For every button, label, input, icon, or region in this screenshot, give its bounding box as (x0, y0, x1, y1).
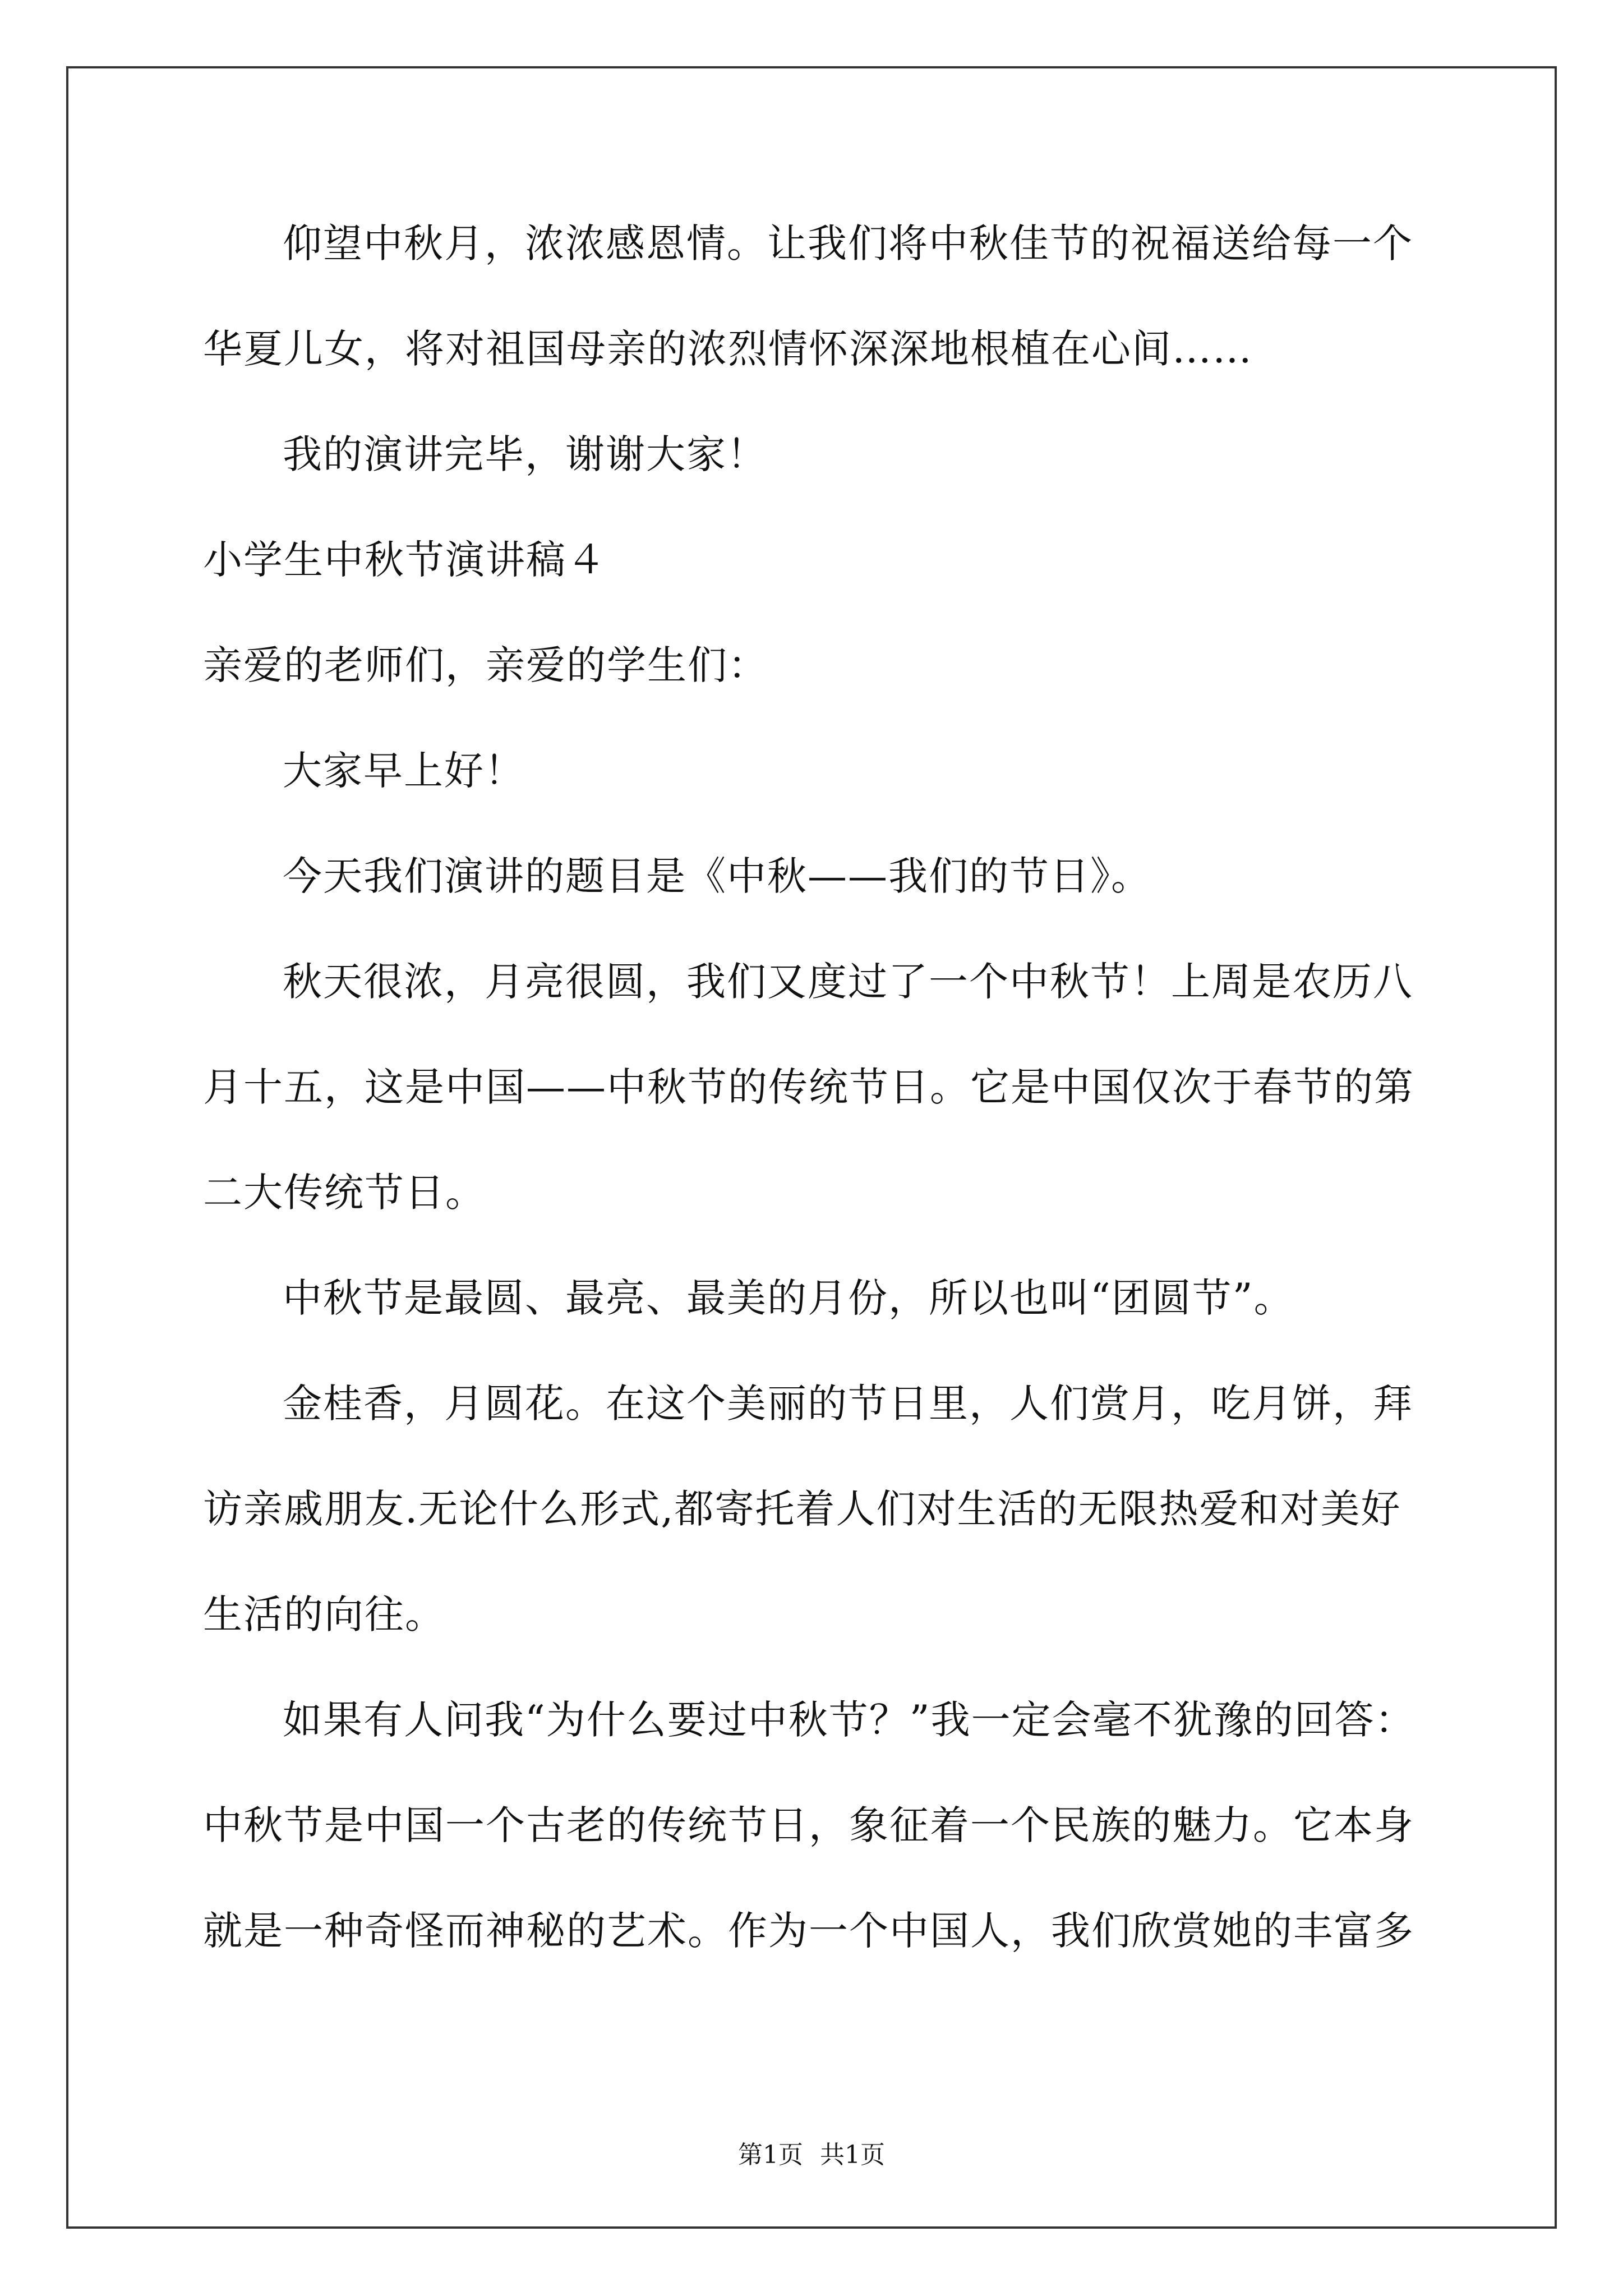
text-line: 生活的向往。 (203, 1591, 445, 1637)
text-line: 我的演讲完毕，谢谢大家！ (283, 431, 767, 477)
text-line: 华夏儿女，将对祖国母亲的浓烈情怀深深地根植在心间…… (203, 326, 1253, 372)
page-number-current: 第1页 (738, 2141, 803, 2169)
text-line: 中秋节是最圆、最亮、最美的月份，所以也叫“团圆节”。 (283, 1275, 1294, 1321)
page-number-total: 共1页 (820, 2141, 885, 2169)
document-body (203, 191, 1431, 1984)
text-line: 秋天很浓，月亮很圆，我们又度过了一个中秋节！上周是农历八 (283, 959, 1413, 1005)
text-line: 中秋节是中国一个古老的传统节日，象征着一个民族的魅力。它本身 (203, 1802, 1414, 1848)
text-line: 访亲戚朋友.无论什么形式,都寄托着人们对生活的无限热爱和对美好 (203, 1486, 1401, 1532)
text-line: 今天我们演讲的题目是《中秋——我们的节日》。 (283, 853, 1151, 899)
salutation: 亲爱的老师们，亲爱的学生们： (203, 642, 768, 688)
text-line: 就是一种奇怪而神秘的艺术。作为一个中国人，我们欣赏她的丰富多 (203, 1908, 1414, 1954)
section-heading: 小学生中秋节演讲稿４ (203, 537, 607, 583)
text-line: 二大传统节日。 (203, 1170, 486, 1216)
text-line: 大家早上好！ (283, 748, 525, 794)
page-footer (0, 2138, 1623, 2172)
text-line: 仰望中秋月，浓浓感恩情。让我们将中秋佳节的祝福送给每一个 (283, 220, 1413, 266)
text-line: 如果有人问我“为什么要过中秋节？”我一定会毫不犹豫的回答： (283, 1697, 1415, 1743)
text-line: 月十五，这是中国——中秋节的传统节日。它是中国仅次于春节的第 (203, 1064, 1414, 1110)
text-line: 金桂香，月圆花。在这个美丽的节日里，人们赏月，吃月饼，拜 (283, 1381, 1413, 1427)
